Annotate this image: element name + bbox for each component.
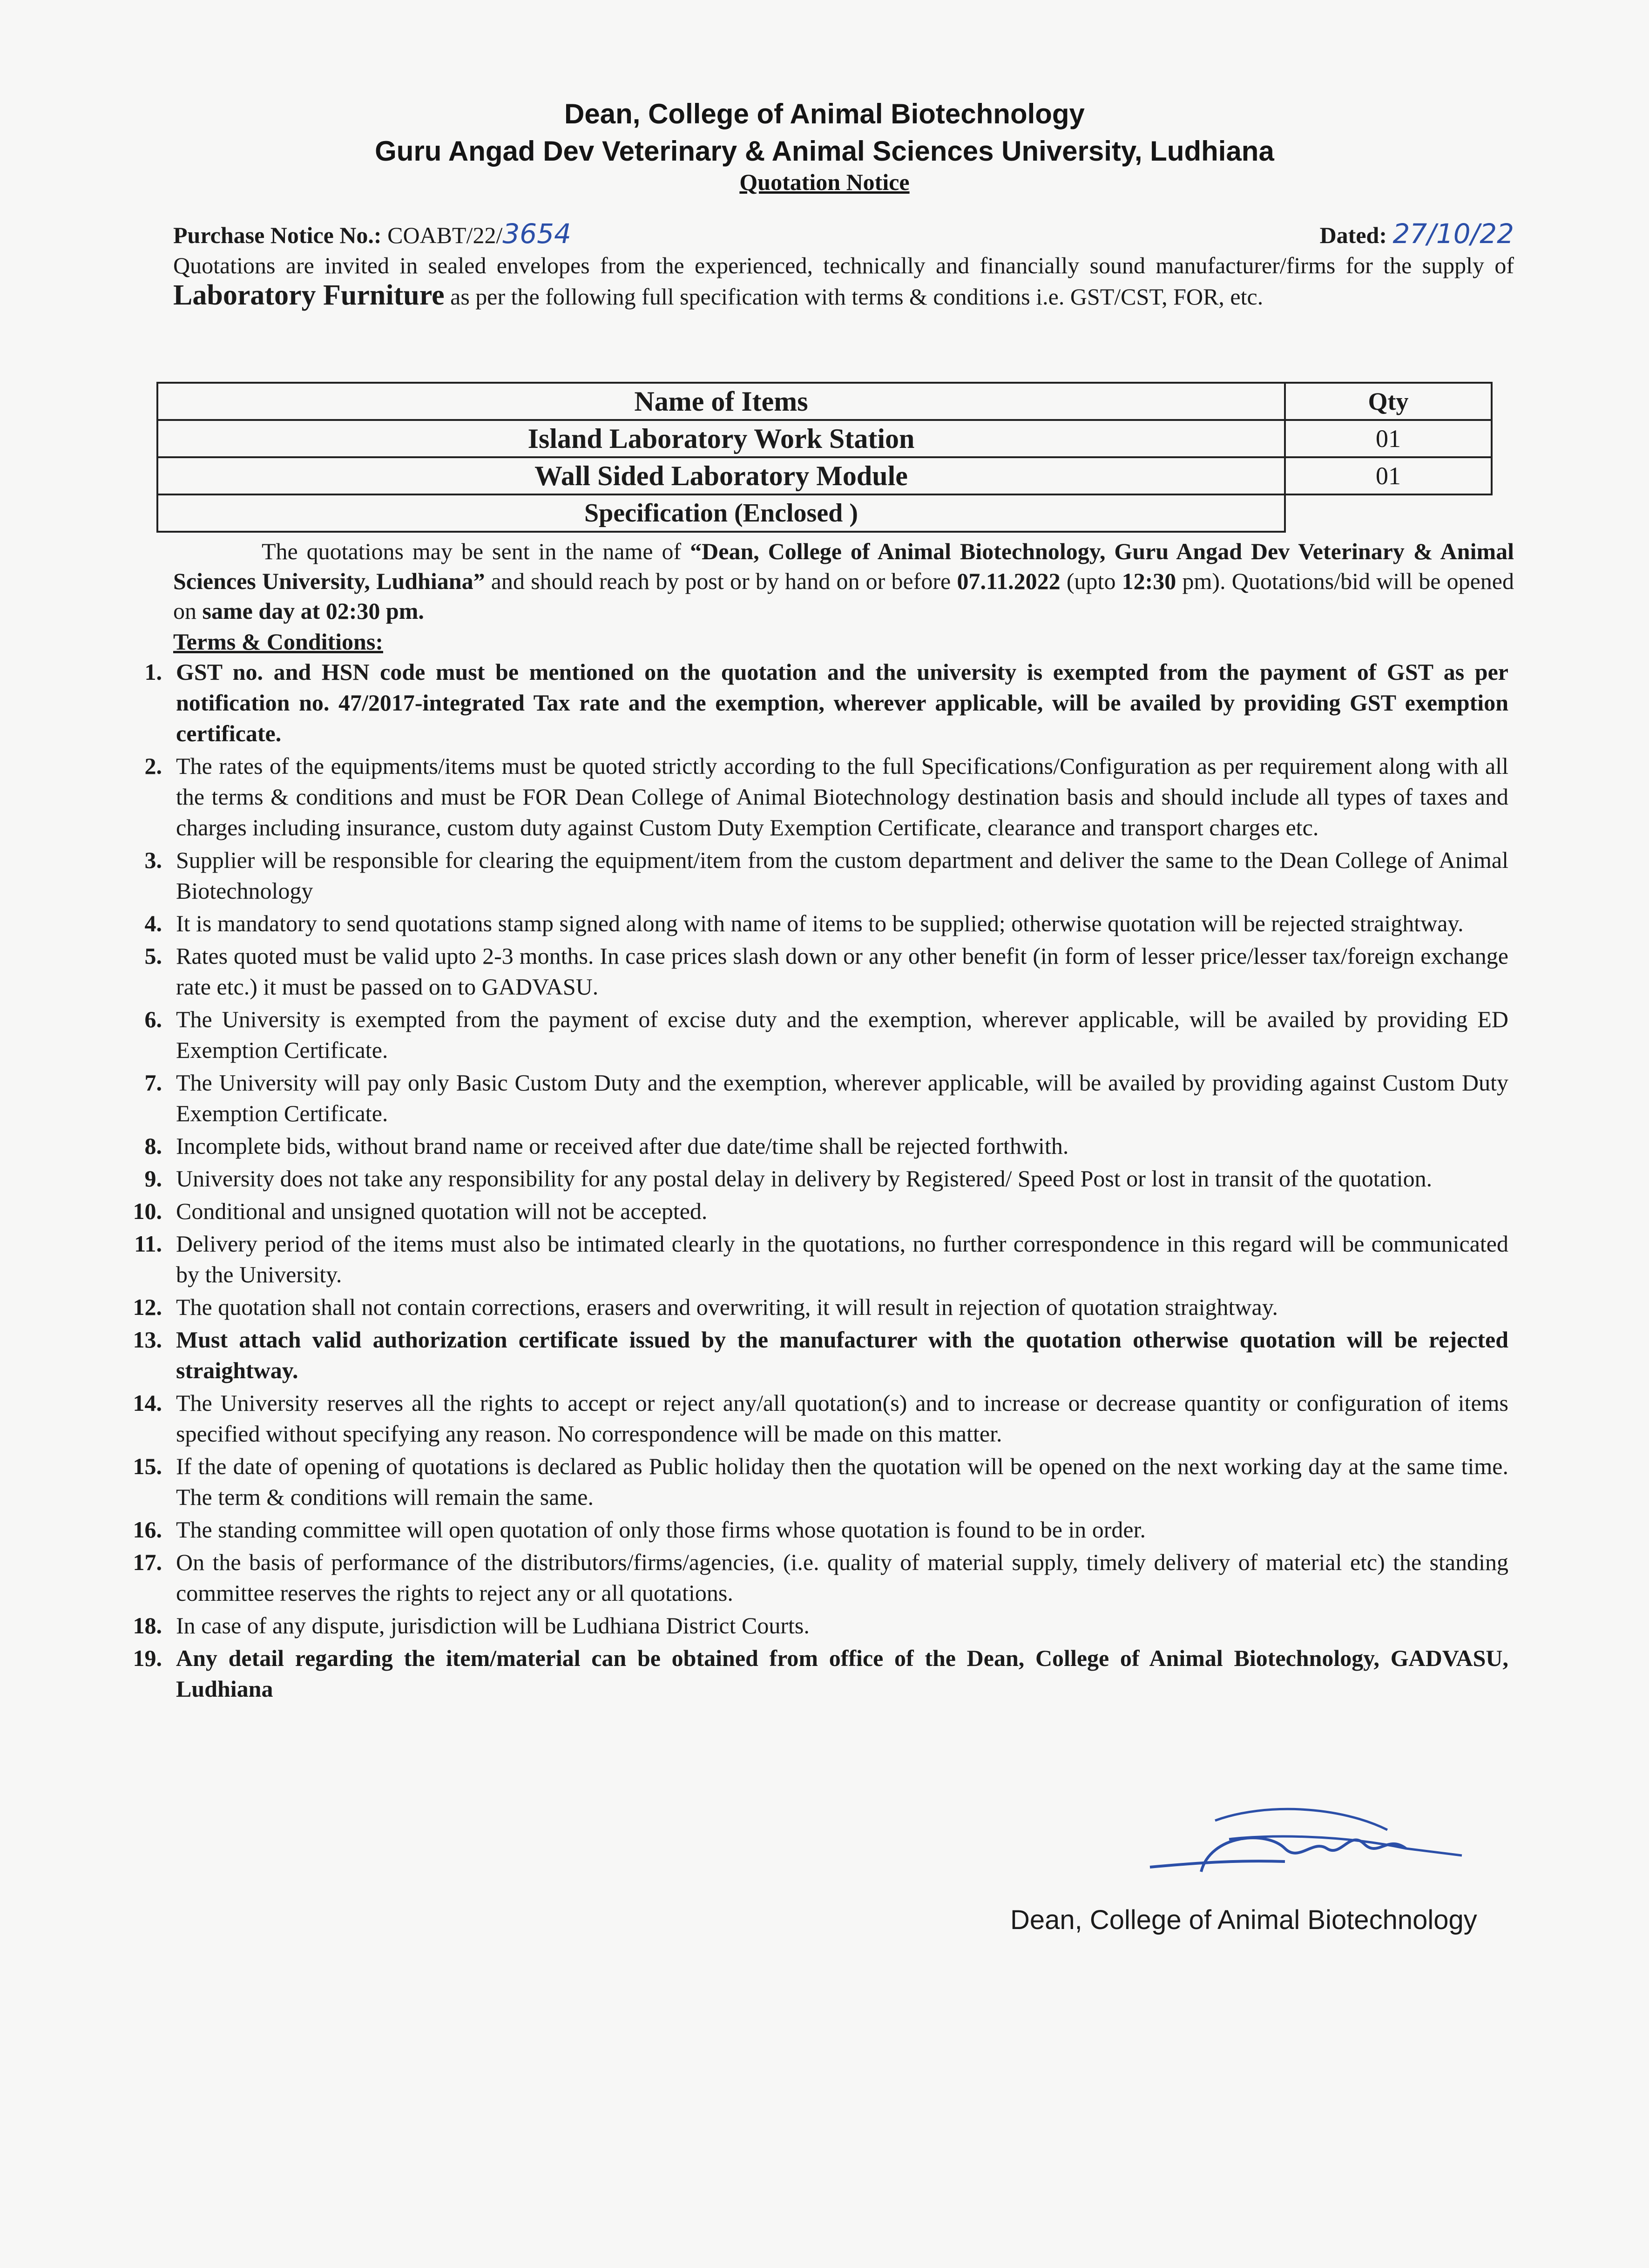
dated-label: Dated: (1319, 222, 1387, 248)
spec-note: Specification (Enclosed ) (157, 494, 1285, 532)
term-item (112, 941, 1508, 1002)
signature (1145, 1779, 1480, 1900)
term-text: In case of any dispute, jurisdiction will be Ludhiana District Courts. (176, 1612, 810, 1638)
term-number: 4. (144, 910, 162, 936)
term-text: Incomplete bids, without brand name or received after due date/time shall be rejected forthwith. (176, 1133, 1069, 1159)
signature-title: Dean, College of Animal Biotechnology (1010, 1905, 1477, 1935)
term-item (112, 1547, 1508, 1608)
term-number: 11. (134, 1231, 162, 1257)
item-name: Island Laboratory Work Station (157, 420, 1285, 457)
intro-text-1: Quotations are invited in sealed envelopes from the experienced, technically and financially sound manufacturer/firms for the supply of (173, 252, 1514, 278)
term-text: The University reserves all the rights to accept or reject any/all quotation(s) and to increase or decrease quantity or configuration of items specified without specifying any reason. No correspondence will be made on this matter. (176, 1390, 1508, 1447)
submission-paragraph: The quotations may be sent in the name of “Dean, College of Animal Biotechnology, Guru Angad Dev Veterinary & Animal Sciences University, Ludhiana” and should reach by post or by hand on or before 07.11.2022 (upto 12:30 pm). Quotations/bid will be opened on same day at 02:30 pm. (173, 538, 1514, 624)
term-item (112, 751, 1508, 843)
spec-row (157, 494, 1492, 532)
term-number: 6. (144, 1006, 162, 1032)
term-text: It is mandatory to send quotations stamp signed along with name of items to be supplied; otherwise quotation will be rejected straightway. (176, 910, 1464, 936)
term-number: 12. (133, 1294, 162, 1320)
intro-paragraph (173, 250, 1514, 311)
term-text: GST no. and HSN code must be mentioned on the quotation and the university is exempted from the payment of GST as per notification no. 47/2017-integrated Tax rate and the exemption, wherever applicable, will be availed by providing GST exemption certificate. (176, 659, 1508, 746)
term-number: 18. (133, 1612, 162, 1638)
term-text: Supplier will be responsible for clearing the equipment/item from the custom department and deliver the same to the Dean College of Animal Biotechnology (176, 847, 1508, 904)
page-title: Quotation Notice (739, 169, 910, 195)
dated-handwritten: 27/10/22 (1392, 218, 1514, 250)
term-text: The University is exempted from the payment of excise duty and the exemption, wherever applicable, will be availed by providing ED Exemption Certificate. (176, 1006, 1508, 1063)
items-table (156, 382, 1493, 533)
term-number: 7. (144, 1070, 162, 1096)
term-text: Any detail regarding the item/material can be obtained from office of the Dean, College of Animal Biotechnology, GADVASU, Ludhiana (176, 1645, 1508, 1702)
opening-time: same day at 02:30 pm. (202, 598, 424, 624)
term-item (112, 1643, 1508, 1704)
term-number: 14. (133, 1390, 162, 1416)
due-date: 07.11.2022 (957, 568, 1061, 594)
term-item (112, 845, 1508, 906)
term-text: Rates quoted must be valid upto 2-3 months. In case prices slash down or any other benefit (in form of lesser price/lesser tax/foreign exchange rate etc.) it must be passed on to GADVASU. (176, 943, 1508, 1000)
term-text: The standing committee will open quotation of only those firms whose quotation is found to be in order. (176, 1517, 1146, 1543)
term-text: Must attach valid authorization certificate issued by the manufacturer with the quotation otherwise quotation will be rejected straightway. (176, 1327, 1508, 1383)
term-number: 2. (144, 753, 162, 779)
term-item (112, 1451, 1508, 1512)
addressee: “Dean, College of Animal Biotechnology, Guru Angad Dev Veterinary & Animal Sciences University, Ludhiana” (173, 538, 1514, 594)
col-qty-header: Qty (1285, 383, 1492, 420)
terms-list (112, 657, 1508, 1706)
term-item (112, 1131, 1508, 1161)
header-line-1: Dean, College of Animal Biotechnology (564, 98, 1085, 129)
term-item (112, 1067, 1508, 1129)
header-line-2: Guru Angad Dev Veterinary & Animal Sciences University, Ludhiana (375, 135, 1274, 167)
due-time: 12:30 (1122, 568, 1176, 594)
term-text: Delivery period of the items must also be intimated clearly in the quotations, no further correspondence in this regard will be communicated by the University. (176, 1231, 1508, 1287)
term-number: 19. (133, 1645, 162, 1671)
table-row (157, 457, 1492, 494)
item-name: Wall Sided Laboratory Module (157, 457, 1285, 494)
table-row (157, 420, 1492, 457)
term-text: Conditional and unsigned quotation will not be accepted. (176, 1198, 708, 1224)
term-text: University does not take any responsibility for any postal delay in delivery by Registered/ Speed Post or lost in transit of the quotation. (176, 1165, 1433, 1192)
term-item (112, 1292, 1508, 1322)
col-name-header: Name of Items (157, 383, 1285, 420)
term-item (112, 1388, 1508, 1449)
term-number: 3. (144, 847, 162, 873)
term-text: The quotation shall not contain corrections, erasers and overwriting, it will result in rejection of quotation straightway. (176, 1294, 1278, 1320)
term-text: The University will pay only Basic Custom Duty and the exemption, wherever applicable, will be availed by providing against Custom Duty Exemption Certificate. (176, 1070, 1508, 1126)
term-text: If the date of opening of quotations is declared as Public holiday then the quotation will be opened on the next working day at the same time. The term & conditions will remain the same. (176, 1453, 1508, 1510)
notice-no-label: Purchase Notice No.: (173, 222, 382, 248)
term-number: 8. (144, 1133, 162, 1159)
table-header-row (157, 383, 1492, 420)
term-text: The rates of the equipments/items must be quoted strictly according to the full Specifications/Configuration as per requirement along with all the terms & conditions and must be FOR Dean College of Animal Biotechnology destination basis and should include all types of taxes and charges including insurance, custom duty against Custom Duty Exemption Certificate, clearance and transport charges etc. (176, 753, 1508, 840)
term-item (112, 1610, 1508, 1641)
term-item (112, 1324, 1508, 1386)
term-item (112, 1004, 1508, 1065)
term-item (112, 1514, 1508, 1545)
notice-no-value: COABT/22/ (387, 222, 503, 248)
notice-no-handwritten: 3654 (502, 218, 571, 250)
intro-item: Laboratory Furniture (173, 279, 445, 311)
term-number: 5. (144, 943, 162, 969)
term-number: 10. (133, 1198, 162, 1224)
term-item (112, 1228, 1508, 1290)
term-number: 17. (133, 1549, 162, 1575)
item-qty: 01 (1285, 457, 1492, 494)
term-item (112, 908, 1508, 939)
notice-line (173, 219, 1514, 250)
term-item (112, 657, 1508, 749)
term-number: 9. (144, 1165, 162, 1192)
term-number: 15. (133, 1453, 162, 1479)
term-text: On the basis of performance of the distributors/firms/agencies, (i.e. quality of material supply, timely delivery of material etc) the standing committee reserves the rights to reject any or all quotations. (176, 1549, 1508, 1606)
term-item (112, 1163, 1508, 1194)
terms-heading: Terms & Conditions: (173, 629, 383, 655)
item-qty: 01 (1285, 420, 1492, 457)
term-number: 16. (133, 1517, 162, 1543)
term-number: 1. (144, 659, 162, 685)
term-number: 13. (133, 1327, 162, 1353)
term-item (112, 1196, 1508, 1226)
intro-text-2: as per the following full specification with terms & conditions i.e. GST/CST, FOR, etc. (444, 284, 1264, 310)
